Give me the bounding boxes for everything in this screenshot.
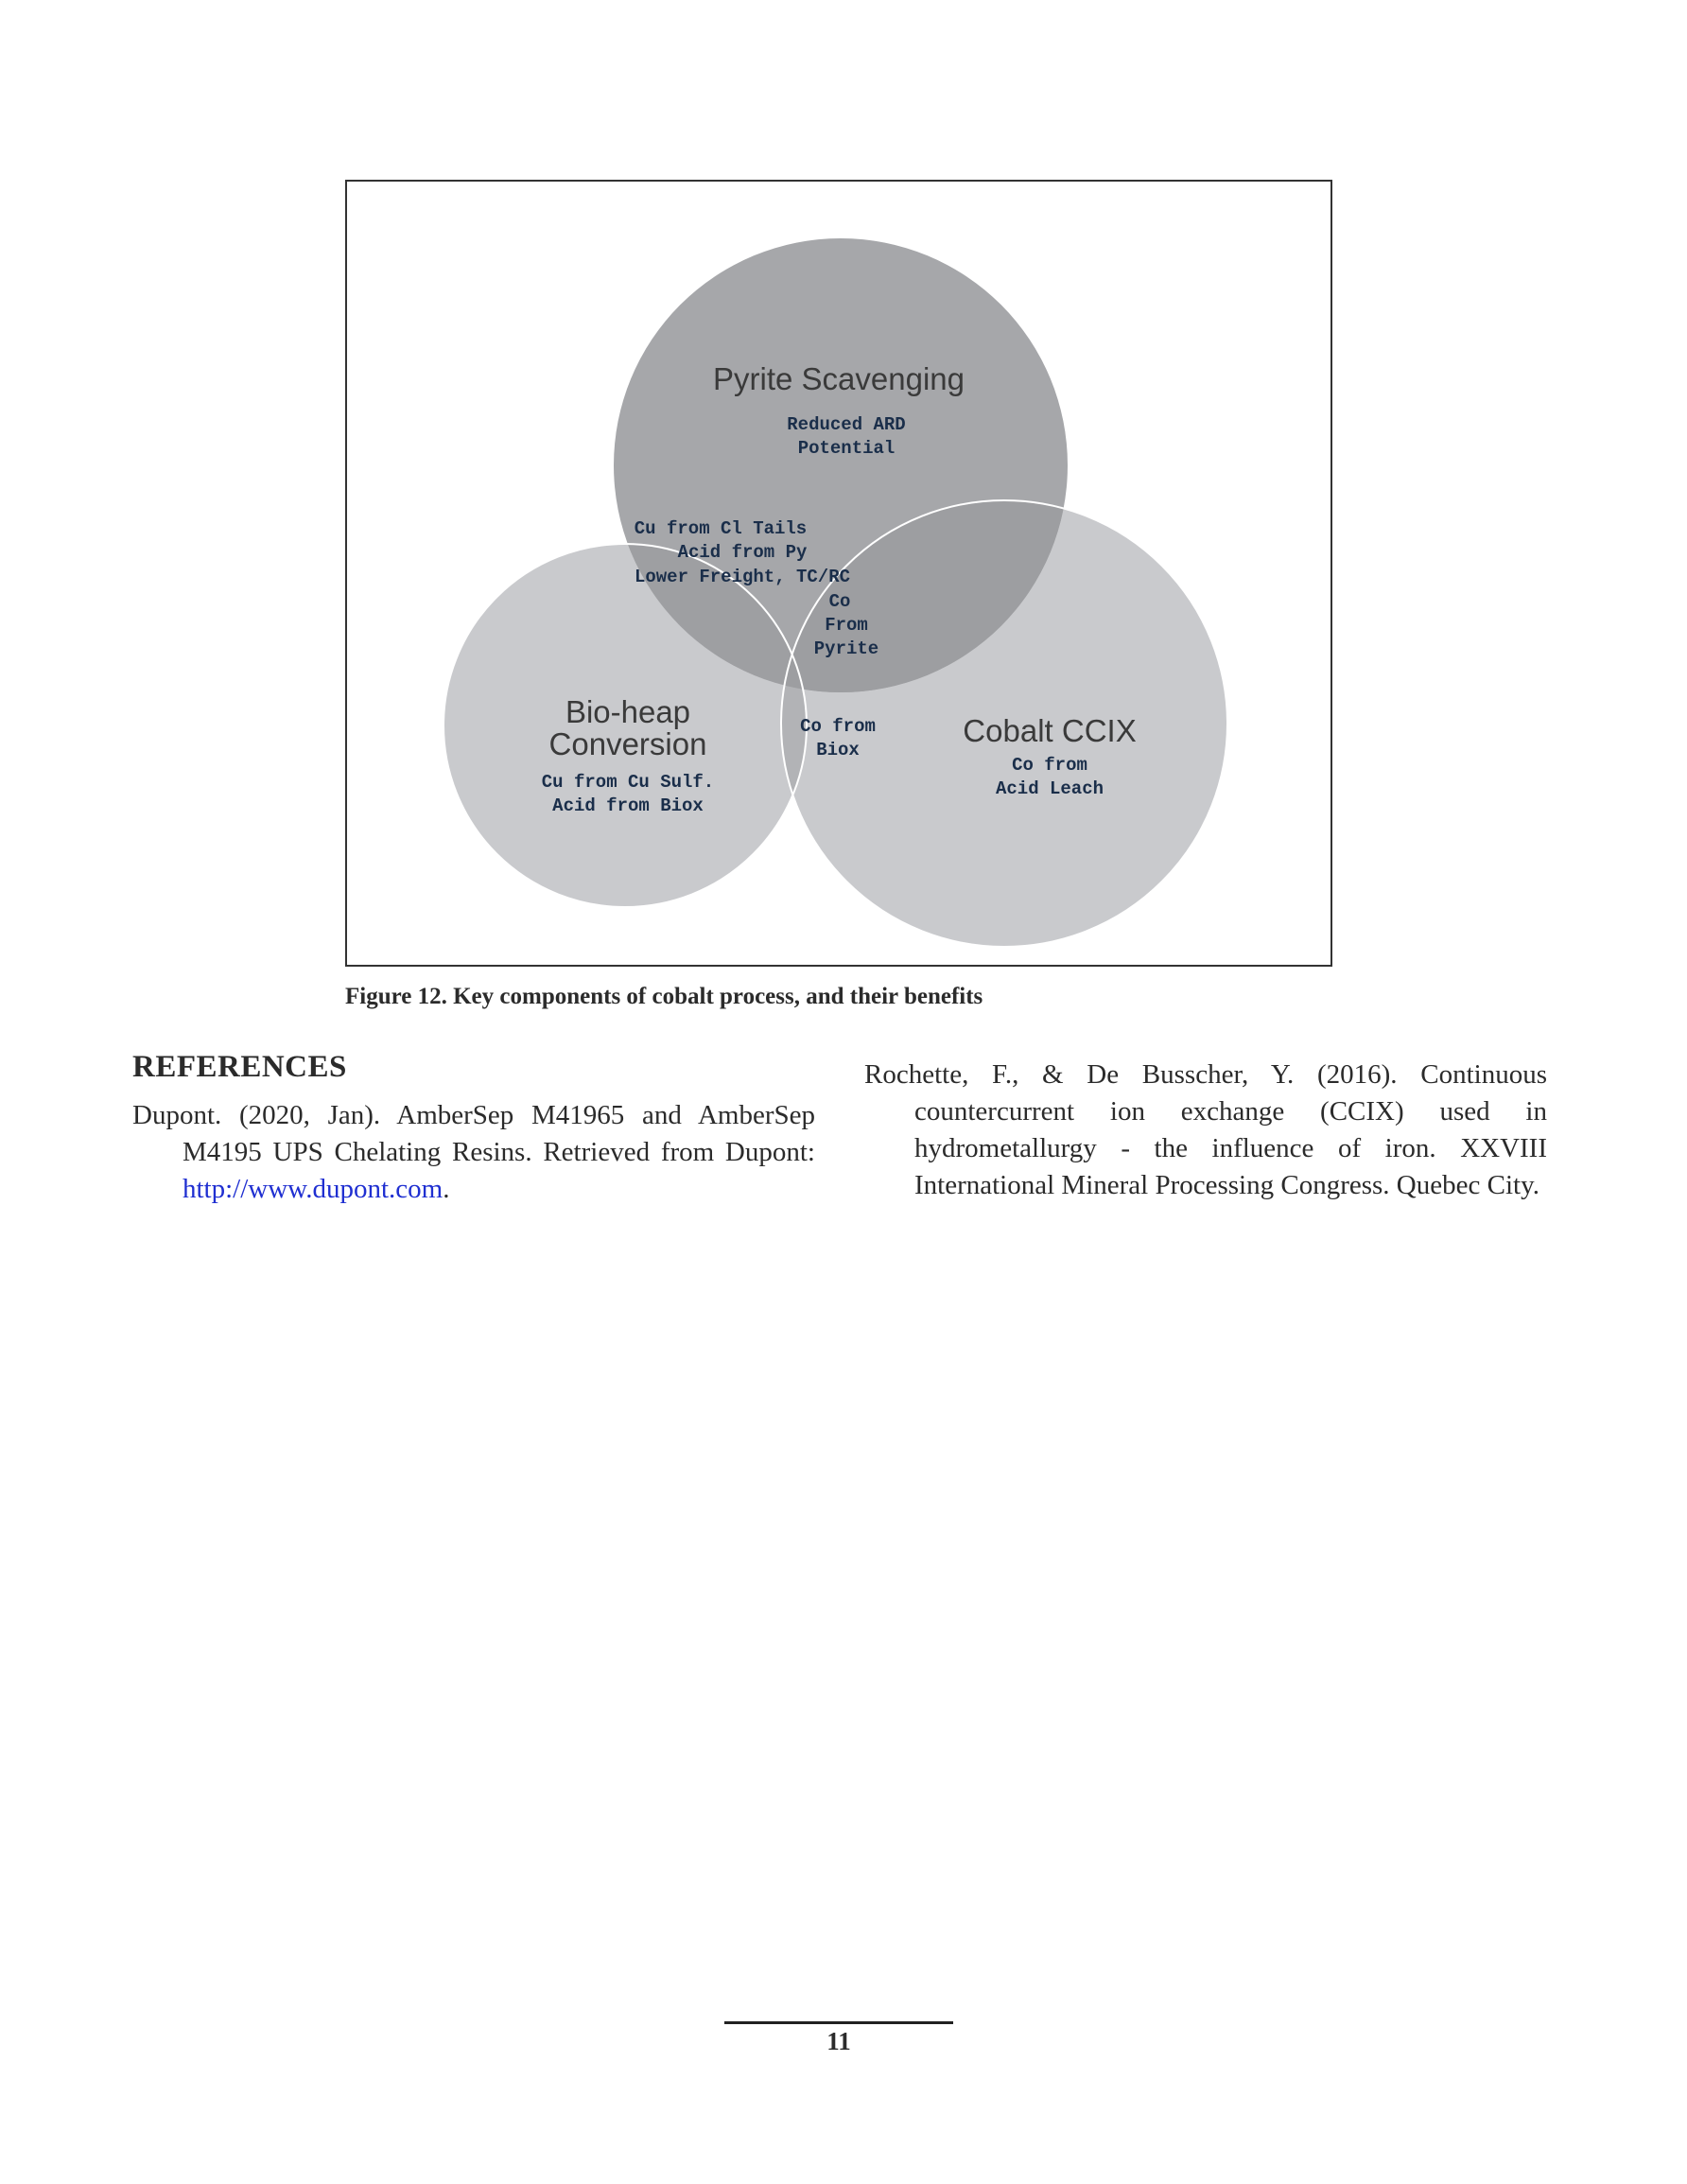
footer-rule — [724, 2021, 953, 2024]
figure-frame — [345, 180, 1332, 967]
left-right-note-2: Biox — [816, 740, 860, 760]
reference-item-dupont — [132, 1097, 815, 1208]
top-circle-title: Pyrite Scavenging — [713, 361, 965, 396]
figure-caption: Figure 12. Key components of cobalt process, and their benefits — [345, 984, 983, 1009]
center-note-2: From — [825, 615, 868, 636]
top-left-note-2: Acid from Py — [677, 542, 808, 563]
top-left-note-1: Cu from Cl Tails — [634, 518, 808, 539]
reference-punctuation: . — [443, 1174, 450, 1204]
left-circle-note-2: Acid from Biox — [552, 795, 704, 816]
reference-item-rochette — [864, 1057, 1547, 1204]
references-heading: REFERENCES — [132, 1050, 347, 1084]
right-circle-note-2: Acid Leach — [995, 778, 1104, 799]
left-circle-title-1: Bio-heap — [565, 694, 691, 729]
top-left-note-3: Lower Freight, TC/RC — [634, 567, 851, 587]
center-note-1: Co — [828, 591, 851, 612]
reference-text: Rochette, F., & De Busscher, Y. (2016). Continuous countercurrent ion exchange (CCIX) used in hydrometallurgy - the influence of iron. XXVIII International Mineral Processing Congress. Quebec City. — [864, 1059, 1547, 1200]
right-circle-title: Cobalt CCIX — [963, 713, 1137, 748]
reference-text: Dupont. (2020, Jan). AmberSep M41965 and AmberSep M4195 UPS Chelating Resins. Retrieved from Dupont: — [132, 1100, 815, 1167]
right-circle-note-1: Co from — [1012, 755, 1087, 776]
venn-diagram — [347, 182, 1330, 965]
left-right-note-1: Co from — [800, 716, 876, 737]
top-circle-note-2: Potential — [797, 438, 896, 459]
top-circle-note-1: Reduced ARD — [787, 414, 906, 435]
left-circle-title-2: Conversion — [548, 726, 707, 761]
center-note-3: Pyrite — [813, 638, 879, 659]
page-number: 11 — [826, 2027, 851, 2055]
reference-link[interactable]: http://www.dupont.com — [183, 1174, 443, 1204]
left-circle-note-1: Cu from Cu Sulf. — [541, 772, 715, 793]
